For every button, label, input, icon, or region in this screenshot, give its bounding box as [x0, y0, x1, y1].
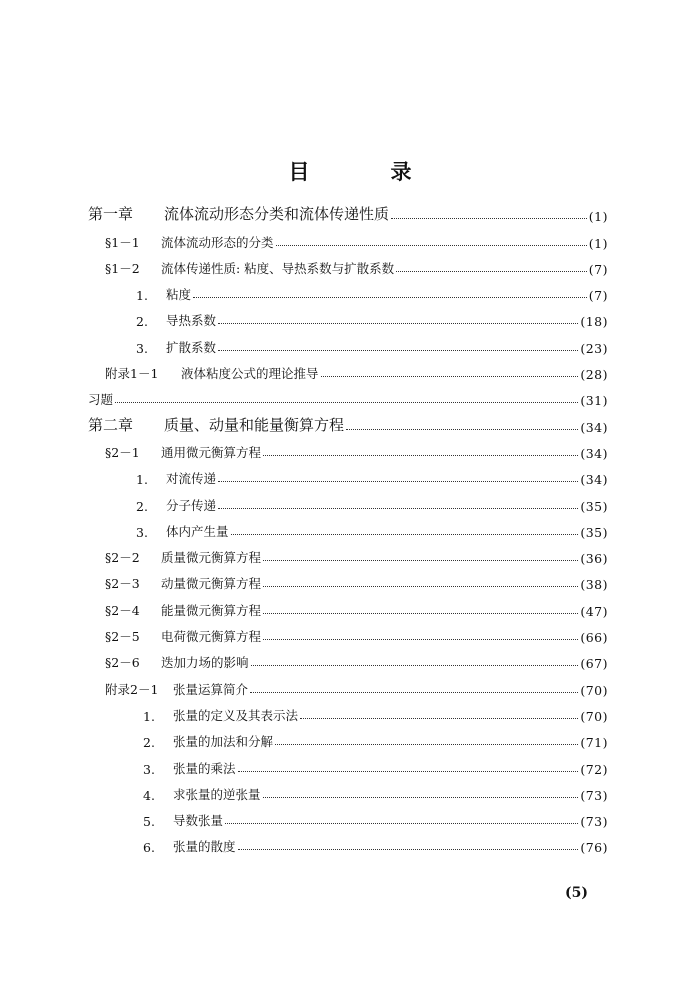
toc-entry-item[interactable] — [88, 698, 608, 724]
toc-entry-page: (36) — [580, 551, 608, 567]
toc-entry-page: (67) — [580, 656, 608, 672]
toc-entry-number: 附录1－1 — [105, 366, 159, 382]
toc-entry-item[interactable] — [88, 750, 608, 776]
toc-entry-number: §2－5 — [105, 629, 140, 645]
leader-dots — [263, 639, 578, 640]
leader-dots — [218, 481, 578, 482]
leader-dots — [275, 744, 578, 745]
toc-entry-title: 流体流动形态分类和流体传递性质 — [164, 205, 390, 224]
toc-entry-title: 扩散系数 — [166, 339, 217, 355]
leader-dots — [276, 245, 587, 246]
toc-entry-page: (35) — [580, 524, 608, 540]
toc-entry-number: §2－6 — [105, 655, 140, 671]
toc-entry-title: 粘度 — [166, 287, 192, 303]
leader-dots — [218, 350, 578, 351]
toc-entry-title: 流体流动形态的分类 — [161, 234, 274, 250]
leader-dots — [263, 613, 578, 614]
toc-entry-chapter-1[interactable] — [88, 198, 608, 224]
leader-dots — [231, 534, 579, 535]
toc-entry-number: 第一章 — [88, 205, 134, 224]
toc-entry-title: 张量的定义及其表示法 — [173, 707, 299, 723]
toc-entry-item[interactable] — [88, 277, 608, 303]
toc-entry-item[interactable] — [88, 303, 608, 329]
toc-entry-page: (38) — [580, 577, 608, 593]
toc-entry-appendix-1-1[interactable] — [88, 356, 608, 382]
toc-entry-number: 1. — [143, 708, 155, 724]
toc-entry-number: §1－1 — [105, 234, 140, 250]
toc-entry-number: §2－3 — [105, 576, 140, 592]
toc-entry-number: §1－2 — [105, 260, 140, 276]
leader-dots — [321, 376, 579, 377]
leader-dots — [250, 692, 578, 693]
toc-entry-item[interactable] — [88, 777, 608, 803]
toc-entry-page: (66) — [580, 630, 608, 646]
leader-dots — [218, 508, 578, 509]
toc-entry-page: (73) — [580, 787, 608, 803]
toc-entry-title: 求张量的逆张量 — [173, 786, 261, 802]
toc-entry-section-1-2[interactable] — [88, 251, 608, 277]
toc-entry-title: 通用微元衡算方程 — [161, 444, 262, 460]
toc-entry-number: §2－2 — [105, 550, 140, 566]
toc-entry-title: 张量的加法和分解 — [173, 734, 274, 750]
toc-entry-number: 5. — [143, 814, 155, 830]
toc-entry-title: 体内产生量 — [166, 523, 229, 539]
toc-entry-page: (35) — [580, 498, 608, 514]
toc-entry-title: 动量微元衡算方程 — [161, 576, 262, 592]
table-of-contents — [88, 198, 608, 855]
toc-entry-section-2-6[interactable] — [88, 645, 608, 671]
toc-entry-number: 3. — [143, 761, 155, 777]
toc-entry-page: (28) — [580, 367, 608, 383]
page-title: 目 录 — [288, 159, 442, 184]
toc-entry-number: 2. — [143, 735, 155, 751]
toc-entry-page: (34) — [580, 419, 608, 435]
toc-entry-item[interactable] — [88, 724, 608, 750]
toc-entry-section-2-2[interactable] — [88, 540, 608, 566]
leader-dots — [263, 455, 578, 456]
toc-entry-title: 导热系数 — [166, 313, 217, 329]
leader-dots — [238, 771, 579, 772]
toc-entry-page: (73) — [580, 814, 608, 830]
toc-entry-page: (70) — [580, 682, 608, 698]
toc-entry-page: (23) — [580, 340, 608, 356]
toc-entry-number: 2. — [136, 314, 148, 330]
toc-entry-page: (34) — [580, 472, 608, 488]
toc-entry-page: (72) — [580, 761, 608, 777]
leader-dots — [251, 665, 579, 666]
toc-entry-number: 2. — [136, 498, 148, 514]
toc-entry-exercises[interactable] — [88, 382, 608, 408]
leader-dots — [263, 797, 579, 798]
toc-entry-title: 液体粘度公式的理论推导 — [181, 366, 319, 382]
toc-entry-number: 4. — [143, 787, 155, 803]
toc-entry-item[interactable] — [88, 461, 608, 487]
toc-entry-title: 导数张量 — [173, 813, 224, 829]
leader-dots — [115, 402, 578, 403]
leader-dots — [346, 429, 578, 430]
toc-entry-number: §2－4 — [105, 602, 140, 618]
toc-entry-title: 能量微元衡算方程 — [161, 602, 262, 618]
toc-entry-number: 附录2－1 — [105, 681, 159, 697]
toc-entry-title: 习题 — [88, 392, 114, 408]
toc-entry-section-2-5[interactable] — [88, 619, 608, 645]
toc-entry-appendix-2-1[interactable] — [88, 671, 608, 697]
toc-entry-number: 3. — [136, 524, 148, 540]
toc-entry-section-2-1[interactable] — [88, 435, 608, 461]
toc-entry-page: (18) — [580, 314, 608, 330]
toc-entry-item[interactable] — [88, 329, 608, 355]
leader-dots — [238, 849, 579, 850]
toc-entry-number: 1. — [136, 288, 148, 304]
leader-dots — [218, 323, 578, 324]
toc-entry-item[interactable] — [88, 803, 608, 829]
toc-entry-page: (71) — [580, 735, 608, 751]
toc-entry-page: (76) — [580, 840, 608, 856]
toc-entry-page: (1) — [588, 235, 608, 251]
leader-dots — [263, 560, 578, 561]
toc-entry-page: (7) — [588, 288, 608, 304]
toc-entry-page: (1) — [588, 209, 608, 225]
toc-entry-title: 流体传递性质: 粘度、导热系数与扩散系数 — [161, 260, 395, 276]
toc-entry-number: 3. — [136, 340, 148, 356]
toc-entry-title: 张量的乘法 — [173, 760, 236, 776]
toc-entry-number: 第二章 — [88, 415, 134, 434]
toc-entry-title: 迭加力场的影响 — [161, 655, 249, 671]
toc-entry-item[interactable] — [88, 487, 608, 513]
leader-dots — [193, 297, 587, 298]
toc-entry-page: (70) — [580, 708, 608, 724]
toc-entry-title: 质量、动量和能量衡算方程 — [164, 415, 345, 434]
leader-dots — [263, 586, 578, 587]
toc-entry-number: 1. — [136, 472, 148, 488]
toc-entry-section-2-4[interactable] — [88, 592, 608, 618]
toc-entry-section-1-1[interactable] — [88, 224, 608, 250]
toc-entry-title: 对流传递 — [166, 471, 217, 487]
leader-dots — [391, 218, 587, 219]
page-number: (5) — [565, 885, 588, 901]
toc-entry-item[interactable] — [88, 514, 608, 540]
toc-entry-number: §2－1 — [105, 444, 140, 460]
toc-entry-number: 6. — [143, 840, 155, 856]
leader-dots — [225, 823, 578, 824]
toc-entry-title: 分子传递 — [166, 497, 217, 513]
toc-entry-page: (7) — [588, 261, 608, 277]
toc-entry-chapter-2[interactable] — [88, 408, 608, 434]
toc-entry-section-2-3[interactable] — [88, 566, 608, 592]
toc-entry-title: 张量运算简介 — [173, 681, 249, 697]
toc-entry-title: 质量微元衡算方程 — [161, 550, 262, 566]
toc-entry-title: 电荷微元衡算方程 — [161, 629, 262, 645]
toc-entry-page: (34) — [580, 445, 608, 461]
leader-dots — [300, 718, 578, 719]
toc-entry-title: 张量的散度 — [173, 839, 236, 855]
toc-entry-page: (31) — [580, 393, 608, 409]
toc-entry-page: (47) — [580, 603, 608, 619]
toc-entry-item[interactable] — [88, 829, 608, 855]
leader-dots — [396, 271, 587, 272]
